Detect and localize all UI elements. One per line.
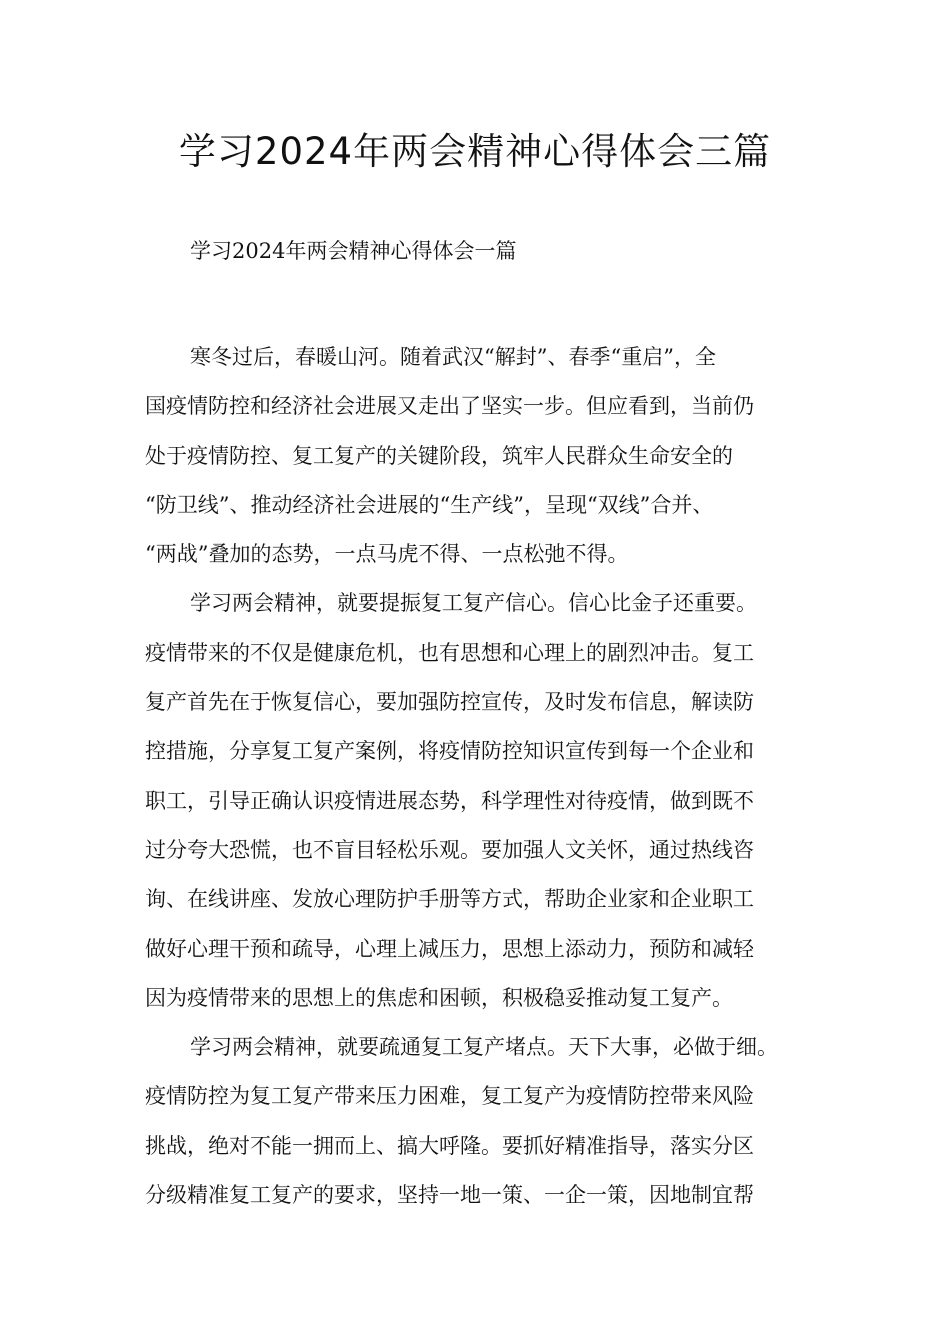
paragraph-line: 做好心理干预和疏导，心理上减压力，思想上添动力，预防和减轻	[145, 936, 754, 961]
paragraph-line: 因为疫情带来的思想上的焦虑和困顿，积极稳妥推动复工复产。	[145, 985, 733, 1010]
paragraph-line: 处于疫情防控、复工复产的关键阶段，筑牢人民群众生命安全的	[145, 443, 733, 468]
paragraph-line: 过分夸大恐慌，也不盲目轻松乐观。要加强人文关怀，通过热线咨	[145, 837, 754, 862]
paragraph-line: 挑战，绝对不能一拥而上、搞大呼隆。要抓好精准指导，落实分区	[145, 1133, 754, 1158]
paragraph-line: 国疫情防控和经济社会进展又走出了坚实一步。但应看到，当前仍	[145, 394, 754, 419]
document-subtitle: 学习2024年两会精神心得体会一篇	[190, 239, 517, 263]
paragraph-line: 分级精准复工复产的要求，坚持一地一策、一企一策，因地制宜帮	[145, 1183, 754, 1208]
paragraph-line: 疫情带来的不仅是健康危机，也有思想和心理上的剧烈冲击。复工	[145, 640, 754, 665]
paragraph	[145, 1023, 835, 1220]
paragraph	[145, 333, 835, 579]
paragraph-line: 寒冬过后，春暖山河。随着武汉“解封”、春季“重启”，全	[190, 345, 716, 369]
paragraph	[145, 579, 835, 1023]
paragraph-line: 学习两会精神，就要提振复工复产信心。信心比金子还重要。	[190, 591, 757, 616]
document-body	[145, 333, 835, 1220]
paragraph-line: 控措施，分享复工复产案例，将疫情防控知识宣传到每一个企业和	[145, 739, 754, 764]
paragraph-line: 学习两会精神，就要疏通复工复产堵点。天下大事，必做于细。	[190, 1035, 778, 1060]
paragraph-line: “防卫线”、推动经济社会进展的“生产线”，呈现“双线”合并、	[145, 492, 714, 517]
paragraph-line: 询、在线讲座、发放心理防护手册等方式，帮助企业家和企业职工	[145, 887, 754, 912]
paragraph-line: 职工，引导正确认识疫情进展态势，科学理性对待疫情，做到既不	[145, 788, 754, 813]
paragraph-line: 复产首先在于恢复信心，要加强防控宣传，及时发布信息，解读防	[145, 690, 754, 715]
paragraph-line: 疫情防控为复工复产带来压力困难，复工复产为疫情防控带来风险	[145, 1084, 754, 1109]
document-title: 学习2024年两会精神心得体会三篇	[178, 130, 772, 173]
paragraph-line: “两战”叠加的态势，一点马虎不得、一点松弛不得。	[145, 542, 629, 567]
